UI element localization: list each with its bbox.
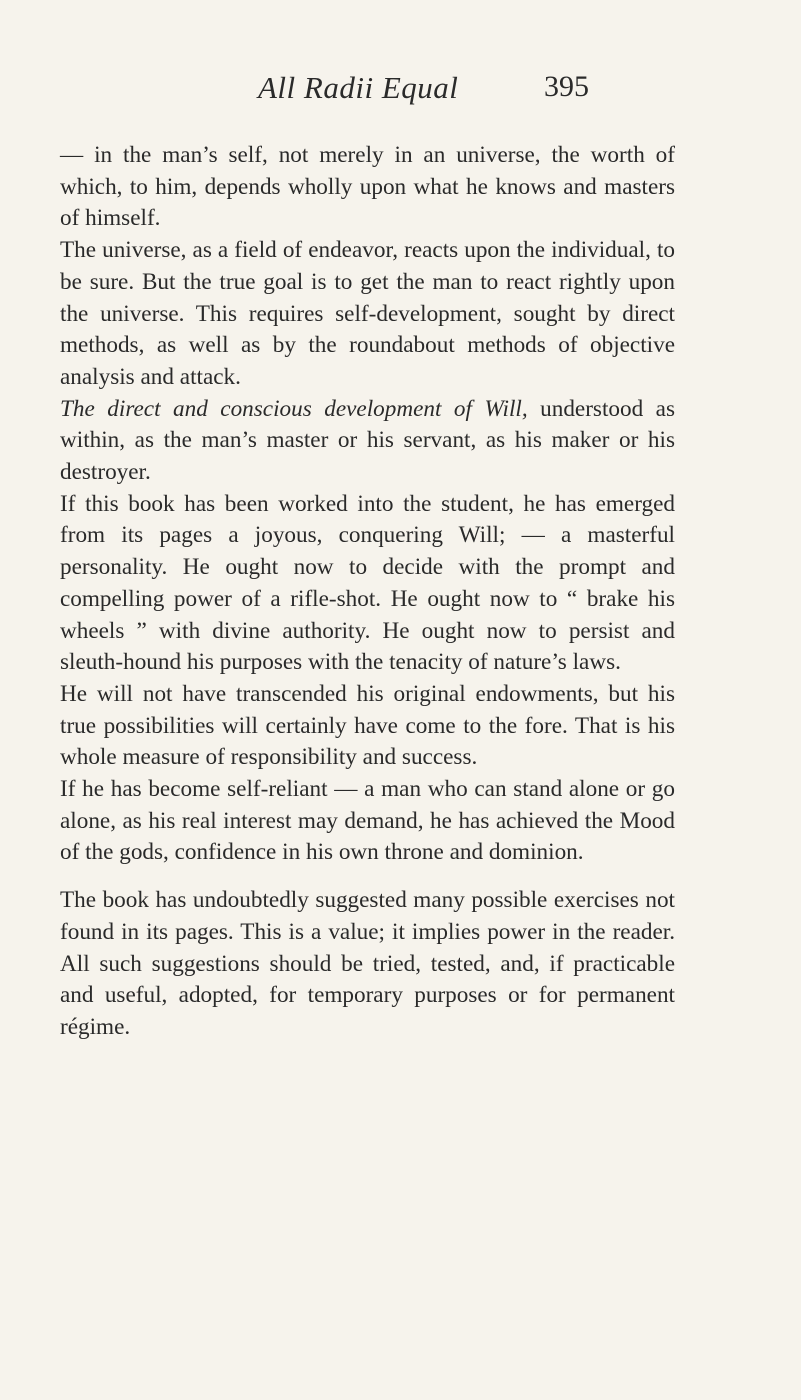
page-number: 395 xyxy=(544,70,589,103)
paragraph-3-rest: understood as within, as the man’s master or his servant, as his maker or his destroyer. xyxy=(60,395,675,486)
italic-phrase: The direct and conscious development of Will, xyxy=(60,395,528,422)
paragraph-1: — in the man’s self, not merely in an universe, the worth of which, to him, depends wholly upon what he knows and masters of himself. xyxy=(60,142,675,232)
body-text xyxy=(60,140,675,1044)
paragraph-6: If he has become self-reliant — a man who can stand alone or go alone, as his real interest may demand, he has achieved the Mood of the gods, confidence in his own throne and dominion. xyxy=(60,776,675,866)
running-title: All Radii Equal xyxy=(258,70,459,105)
paragraph-3 xyxy=(60,394,675,489)
paragraph-4: If this book has been worked into the student, he has emerged from its pages a joyous, conquering Will; — a masterful personality. He ought now to decide with the prompt and compelling power of a rifle-shot. He ought now to “ brake his wheels ” with divine authority. He ought now to persist and sleuth-hound his purposes with the tenacity of nature’s laws. xyxy=(60,490,675,676)
paragraph-7: The book has undoubtedly suggested many possible exercises not found in its pages. This is a value; it implies power in the reader. All such suggestions should be tried, tested, and, if practicable and useful, adopted, for temporary purposes or for permanent régime. xyxy=(60,887,675,1040)
paragraph-5: He will not have transcended his original endowments, but his true possibilities will certainly have come to the fore. That is his whole measure of responsibility and success. xyxy=(60,680,675,771)
paragraph-2: The universe, as a field of endeavor, reacts upon the individual, to be sure. But the true goal is to get the man to react rightly upon the universe. This requires self-development, sought by direct methods, as well as by the roundabout methods of objective analysis and attack. xyxy=(60,237,675,390)
running-head xyxy=(0,70,801,130)
